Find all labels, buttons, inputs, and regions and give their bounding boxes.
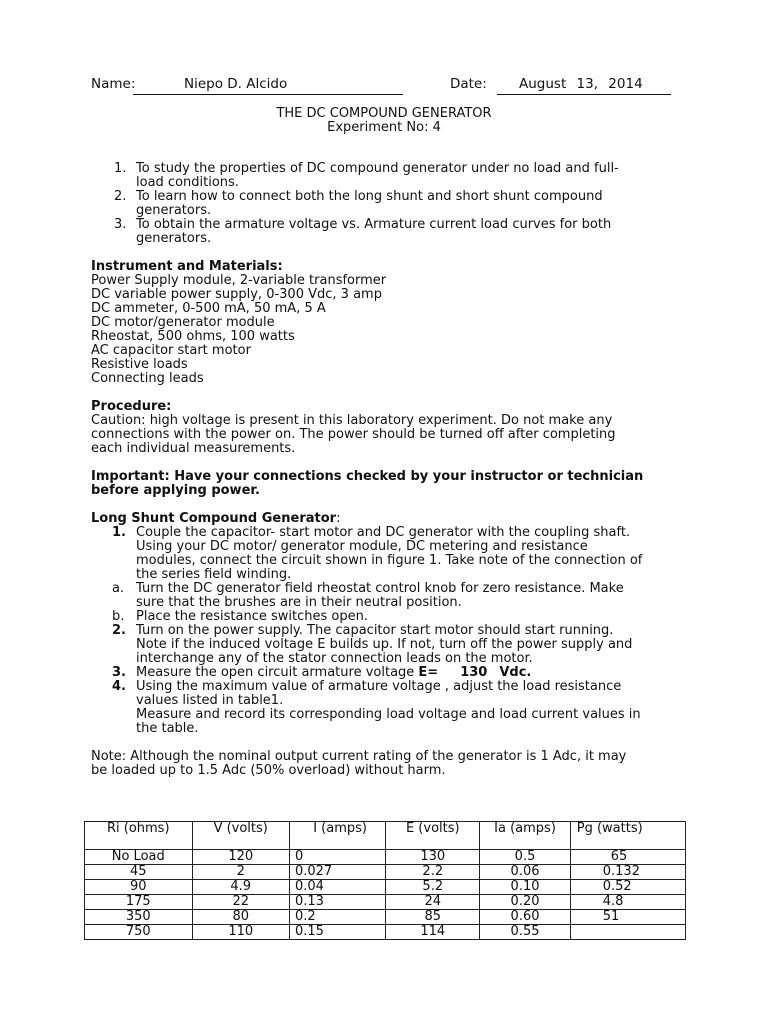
step-text: Using your DC motor/ generator module, DC metering and resistance <box>136 539 588 554</box>
procedure-heading: Procedure: <box>91 399 172 414</box>
instrument-item: Rheostat, 500 ohms, 100 watts <box>91 329 295 344</box>
step-text: Place the resistance switches open. <box>136 609 368 624</box>
name-label: Name: <box>91 76 136 92</box>
results-table <box>84 821 686 940</box>
cell-v: 110 <box>192 925 289 940</box>
cell-i: 0.15 <box>289 925 385 940</box>
cell-pg: 65 <box>570 850 685 865</box>
step-text: modules, connect the circuit shown in figure 1. Take note of the connection of <box>136 553 643 568</box>
cell-ri: 90 <box>85 880 193 895</box>
cell-v: 80 <box>192 910 289 925</box>
cell-pg: 0.132 <box>570 865 685 880</box>
step-text: Turn on the power supply. The capacitor start motor should start running. <box>136 623 614 638</box>
cell-ia: 0.55 <box>480 925 570 940</box>
objectives-list <box>91 162 691 246</box>
important-text: before applying power. <box>91 483 260 498</box>
table-row <box>85 850 686 865</box>
cell-v: 2 <box>192 865 289 880</box>
step-text: Couple the capacitor- start motor and DC generator with the coupling shaft. <box>136 525 631 540</box>
table-row <box>85 895 686 910</box>
cell-ia: 0.20 <box>480 895 570 910</box>
cell-e: 114 <box>386 925 480 940</box>
cell-ri: 175 <box>85 895 193 910</box>
experiment-number: Experiment No: 4 <box>327 120 441 135</box>
cell-i: 0.2 <box>289 910 385 925</box>
table-row <box>85 880 686 895</box>
step-text: the table. <box>136 721 199 736</box>
step-text: Using the maximum value of armature voltage , adjust the load resistance <box>136 679 622 694</box>
step-text: Turn the DC generator field rheostat control knob for zero resistance. Make <box>136 581 624 596</box>
cell-v: 120 <box>192 850 289 865</box>
cell-e: 130 <box>386 850 480 865</box>
instruments-heading: Instrument and Materials: <box>91 259 283 274</box>
procedure-step <box>91 526 691 582</box>
step-text <box>136 666 691 680</box>
col-header-ri: Ri (ohms) <box>85 822 193 850</box>
cell-pg <box>570 925 685 940</box>
procedure-step <box>91 624 691 666</box>
cell-ia: 0.10 <box>480 880 570 895</box>
document-title: THE DC COMPOUND GENERATOR <box>276 106 492 121</box>
caution-text: connections with the power on. The power should be turned off after completing <box>91 427 616 442</box>
step-text: Note if the induced voltage E builds up. If not, turn off the power supply and <box>136 637 633 652</box>
step3-e-unit: Vdc. <box>499 665 532 680</box>
long-shunt-section <box>91 512 691 736</box>
col-header-ia: Ia (amps) <box>480 822 570 850</box>
step-marker: 4. <box>112 679 126 694</box>
step3-text: Measure the open circuit armature voltage <box>136 665 419 680</box>
long-shunt-heading <box>91 512 691 526</box>
cell-ri: No Load <box>85 850 193 865</box>
objective-text: To learn how to connect both the long shunt and short shunt compound <box>136 189 603 204</box>
step3-e-value: 130 <box>460 665 488 680</box>
instrument-item: DC ammeter, 0-500 mA, 50 mA, 5 A <box>91 301 326 316</box>
col-header-pg: Pg (watts) <box>570 822 685 850</box>
cell-e: 5.2 <box>386 880 480 895</box>
cell-v: 4.9 <box>192 880 289 895</box>
cell-v: 22 <box>192 895 289 910</box>
important-text: Important: Have your connections checked by your instructor or technician <box>91 469 644 484</box>
objective-number: 3. <box>114 217 127 232</box>
instrument-item: Connecting leads <box>91 371 204 386</box>
table-header-row <box>85 822 686 850</box>
step-marker: b. <box>112 609 125 624</box>
instruments-section <box>91 260 691 386</box>
cell-pg: 0.52 <box>570 880 685 895</box>
step3-e-label: E= <box>418 665 439 680</box>
note-text: be loaded up to 1.5 Adc (50% overload) without harm. <box>91 763 446 778</box>
procedure-step <box>91 610 691 624</box>
objective-item <box>91 218 691 246</box>
table-row <box>85 910 686 925</box>
cell-e: 2.2 <box>386 865 480 880</box>
date-value: August 13, 2014 <box>519 76 643 92</box>
cell-i: 0 <box>289 850 385 865</box>
procedure-step <box>91 680 691 736</box>
objective-item <box>91 162 691 190</box>
date-label: Date: <box>450 76 487 92</box>
long-shunt-title: Long Shunt Compound Generator <box>91 511 337 526</box>
step-marker: a. <box>112 581 125 596</box>
col-header-i: I (amps) <box>289 822 385 850</box>
step-marker: 1. <box>112 525 126 540</box>
objective-text: generators. <box>136 203 212 218</box>
step-text: values listed in table1. <box>136 693 284 708</box>
cell-ia: 0.5 <box>480 850 570 865</box>
note-section <box>91 750 691 778</box>
objective-text: load conditions. <box>136 175 239 190</box>
cell-ia: 0.60 <box>480 910 570 925</box>
cell-ia: 0.06 <box>480 865 570 880</box>
objective-item <box>91 190 691 218</box>
procedure-step <box>91 666 691 680</box>
instrument-item: DC variable power supply, 0-300 Vdc, 3 amp <box>91 287 382 302</box>
procedure-section <box>91 400 691 456</box>
step-marker: 3. <box>112 665 126 680</box>
cell-ri: 45 <box>85 865 193 880</box>
step-text: interchange any of the stator connection leads on the motor. <box>136 651 533 666</box>
instrument-item: Power Supply module, 2-variable transformer <box>91 273 387 288</box>
caution-text: Caution: high voltage is present in this laboratory experiment. Do not make any <box>91 413 613 428</box>
col-header-e: E (volts) <box>386 822 480 850</box>
objective-text: To study the properties of DC compound generator under no load and full- <box>136 161 619 176</box>
name-value: Niepo D. Alcido <box>184 76 288 92</box>
table-row <box>85 865 686 880</box>
step-text: the series field winding. <box>136 567 292 582</box>
step-marker: 2. <box>112 623 126 638</box>
cell-ri: 750 <box>85 925 193 940</box>
table-row <box>85 925 686 940</box>
instrument-item: DC motor/generator module <box>91 315 275 330</box>
cell-e: 85 <box>386 910 480 925</box>
long-shunt-colon: : <box>336 511 341 526</box>
col-header-v: V (volts) <box>192 822 289 850</box>
objective-number: 1. <box>114 161 127 176</box>
procedure-step <box>91 582 691 610</box>
cell-i: 0.13 <box>289 895 385 910</box>
cell-i: 0.04 <box>289 880 385 895</box>
caution-text: each individual measurements. <box>91 441 296 456</box>
objective-text: generators. <box>136 231 212 246</box>
objective-text: To obtain the armature voltage vs. Armature current load curves for both <box>136 217 612 232</box>
objective-number: 2. <box>114 189 127 204</box>
important-note <box>91 470 691 498</box>
cell-e: 24 <box>386 895 480 910</box>
cell-ri: 350 <box>85 910 193 925</box>
instrument-item: Resistive loads <box>91 357 188 372</box>
step-text: sure that the brushes are in their neutral position. <box>136 595 462 610</box>
cell-pg: 51 <box>570 910 685 925</box>
cell-i: 0.027 <box>289 865 385 880</box>
instrument-item: AC capacitor start motor <box>91 343 251 358</box>
cell-pg: 4.8 <box>570 895 685 910</box>
note-text: Note: Although the nominal output current rating of the generator is 1 Adc, it may <box>91 749 627 764</box>
step-text: Measure and record its corresponding load voltage and load current values in <box>136 707 641 722</box>
